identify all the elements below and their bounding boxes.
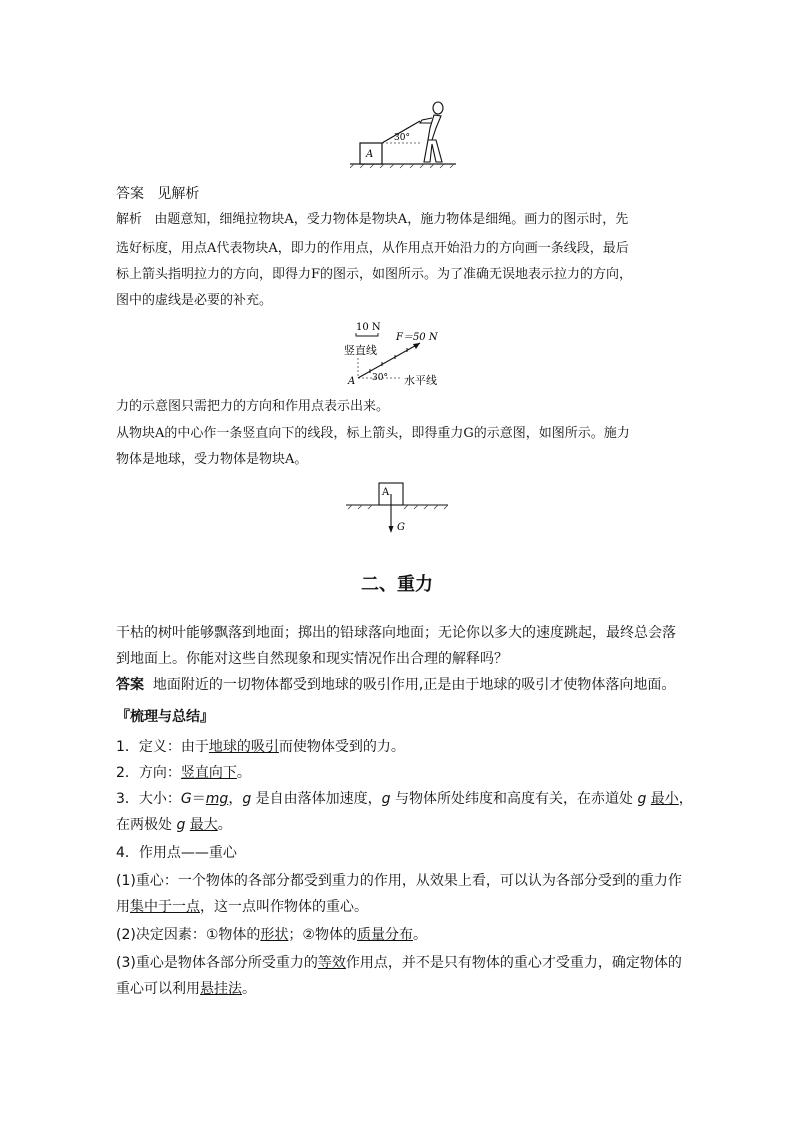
gravity-label: G <box>397 522 405 533</box>
analysis-label: 解析 <box>116 212 143 227</box>
point-a-label: A <box>348 376 356 387</box>
angle-label: 30° <box>372 373 388 383</box>
item-direction: 2．方向：竖直向下。 <box>116 765 251 781</box>
item-determining-factors: (2)决定因素：①物体的形状；②物体的质量分布。 <box>116 927 427 943</box>
answer-text: 见解析 <box>157 186 200 202</box>
horizontal-line-label: 水平线 <box>404 374 437 387</box>
scale-bar <box>356 333 378 336</box>
para-3-line-1: 从物块A的中心作一条竖直向下的线段，标上箭头，即得重力G的示意图，如图所示。施力 <box>116 426 630 441</box>
analysis-line-2: 选好标度，用点A代表物块A，即力的作用点，从作用点开始沿力的方向画一条线段，最后 <box>116 241 629 256</box>
item-equivalent-point-line-2: 重心可以利用悬挂法。 <box>116 981 256 997</box>
answer-2 <box>116 674 675 696</box>
person-figure <box>420 102 443 162</box>
answer-text: 地面附近的一切物体都受到地球的吸引作用,正是由于地球的吸引才使物体落向地面。 <box>152 677 676 693</box>
item-definition: 1．定义：由于地球的吸引而使物体受到的力。 <box>116 739 405 755</box>
answer-label: 答案 <box>116 186 144 202</box>
item-center-of-gravity-line-2: 用集中于一点，这一点叫作物体的重心。 <box>116 899 368 915</box>
item-magnitude: 3．大小：G＝mg，g 是自由落体加速度，g 与物体所处纬度和高度有关，在赤道处 g 最小， <box>116 791 693 807</box>
block-a-label: A <box>382 487 390 498</box>
question-line-1: 干枯的树叶能够飘落到地面；掷出的铅球落向地面；无论你以多大的速度跳起，最终总会落 <box>116 625 676 641</box>
answer-1 <box>116 184 199 204</box>
analysis-line-3: 标上箭头指明拉力的方向，即得力F的图示，如图所示。为了准确无误地表示拉力的方向， <box>116 267 633 282</box>
item-center-of-gravity-line-1: (1)重心：一个物体的各部分都受到重力的作用，从效果上看，可以认为各部分受到的重力作 <box>116 873 682 889</box>
item-magnitude-line-2: 在两极处 g 最大。 <box>116 817 232 833</box>
analysis-line-4: 图中的虚线是必要的补充。 <box>116 293 273 308</box>
question-line-2: 到地面上。你能对这些自然现象和现实情况作出合理的解释吗？ <box>116 651 508 667</box>
figure-gravity-diagram <box>344 480 450 540</box>
force-label: F＝50 N <box>396 332 438 343</box>
answer-label: 答案 <box>116 677 144 693</box>
block-a-label: A <box>366 149 374 160</box>
summary-heading: 『梳理与总结』 <box>116 709 214 725</box>
figure-person-pulling-block <box>350 100 460 170</box>
item-equivalent-point-line-1: (3)重心是物体各部分所受重力的等效作用点，并不是只有物体的重心才受重力，确定物体的 <box>116 955 682 971</box>
para-2: 力的示意图只需把力的方向和作用点表示出来。 <box>116 399 390 414</box>
analysis-line-1: 解析 由题意知，细绳拉物块A，受力物体是物块A，施力物体是细绳。画力的图示时，先 <box>116 212 629 227</box>
scale-label: 10 N <box>356 322 381 333</box>
figure-force-diagram <box>340 318 480 390</box>
para-3-line-2: 物体是地球，受力物体是物块A。 <box>116 452 308 467</box>
section-title: 二、重力 <box>361 574 433 595</box>
item-point-of-action: 4．作用点——重心 <box>116 845 237 861</box>
angle-30-label: 30° <box>394 133 410 143</box>
vertical-line-label: 竖直线 <box>344 344 377 357</box>
